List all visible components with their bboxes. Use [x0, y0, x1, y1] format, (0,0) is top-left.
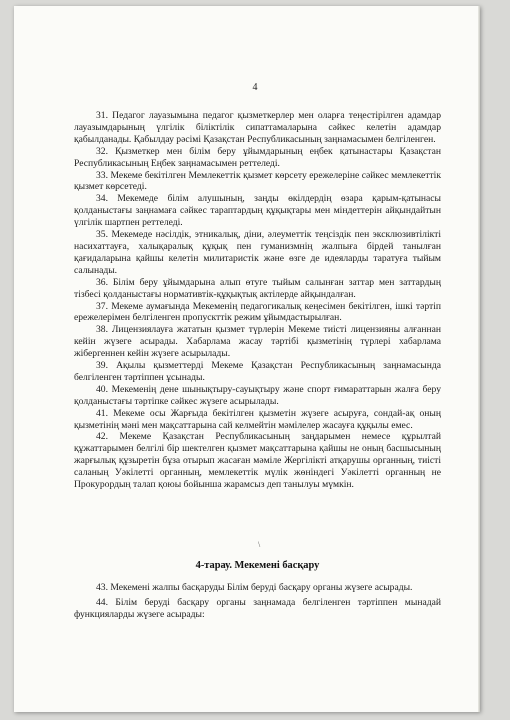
paragraph-41: 41. Мекеме осы Жарғыда бекітілген қызметін жүзеге асыруға, сондай-ақ оның қызметінің мәні мен мақсаттарына сай келмейтін мәмілелер жасауға құқылы емес.: [74, 407, 441, 431]
paragraph-31: 31. Педагог лауазымына педагог қызметкерлер мен оларға теңестірілген адамдар лауазымдарының үлгілік біліктілік сипаттамаларына сәйкес келетін адамдар қабылданады. Қабылдау рәсімі Қазақстан Республикасының заңнамасымен белгіленген.: [74, 110, 441, 145]
paragraph-43: 43. Мекемені жалпы басқаруды Білім беруді басқару органы жүзеге асырады.: [96, 582, 413, 593]
paragraph-33: 33. Мекеме бекітілген Мемлекеттік қызмет көрсету ережелеріне сәйкес мемлекеттік қызмет көрсетеді.: [74, 169, 441, 193]
page-edge-shadow: [478, 6, 480, 712]
paragraph-36: 36. Білім беру ұйымдарына алып өтуге тыйым салынған заттар мен заттардың тізбесі қолданыстағы нормативтік-құқықтық актілерде айқындалған.: [74, 276, 441, 300]
paragraph-34: 34. Мекемеде білім алушының, заңды өкілдердің өзара қарым-қатынасы қолданыстағы заңнамаға сәйкес тараптардың құқықтары мен міндеттерін айқындайтын үлгілік шартпен реттеледі.: [74, 193, 441, 229]
paragraph-40: 40. Мекеменің дене шынықтыру-сауықтыру және спорт ғимараттарын жалға беру қолданыстағы тәртіпке сәйкес жүзеге асырылады.: [74, 383, 441, 407]
paragraph-32: 32. Қызметкер мен білім беру ұйымдарының еңбек қатынастары Қазақстан Республикасының Еңбек заңнамасымен реттеледі.: [74, 145, 441, 169]
page-number: 4: [252, 82, 258, 93]
paragraph-39: 39. Ақылы қызметтерді Мекеме Қазақстан Республикасының заңнамасында белгіленген тәртіппен ұсынады.: [74, 360, 441, 383]
paragraph-44: 44. Білім беруді басқару органы заңнамада белгіленген тәртіппен мынадай функцияларды жүзеге асырады:: [74, 596, 441, 620]
paragraph-38: 38. Лицензиялауға жататын қызмет түрлерін Мекеме тиісті лицензияны алғаннан кейін жүзеге асырады. Хабарлама жасау тәртібі қызметінің түрлері хабарлама жібергеннен кейін жүзеге асырылады.: [74, 324, 441, 360]
paragraph-42: 42. Мекеме Қазақстан Республикасының заңдарымен немесе құрылтай құжаттарымен белгілі бір шектелген қызмет мақсаттарына қайшы не оның басшысының жарғылық құзыретін бұза отырып жасаған мәміле Жергілікті атқарушы органның, тиісті саланың Уәкілетті органның, мемлекеттік мүлік жөніндегі Уәкілетті органның не Прокурордың талап қоюы бойынша жарамсыз деп танылуы мүмкін.: [74, 431, 441, 491]
paragraph-35: 35. Мекемеде нәсілдік, этникалық, діни, әлеуметтік теңсіздік пен эксклюзивтілікті насихаттауға, халықаралық құқық пен гуманизмнің жалпыға бірдей танылған қағидаларына қайшы келетін милитаристік және өзге де идеяларды таратуға тыйым салынады.: [74, 229, 441, 276]
section-body-text: [74, 582, 441, 624]
section-heading: 4-тарау. Мекемені басқару: [195, 560, 320, 571]
stray-mark: \: [258, 540, 261, 549]
body-text: [74, 110, 441, 491]
paragraph-37: 37. Мекеме аумағында Мекеменің педагогикалық кеңесімен бекітілген, ішкі тәртіп ережелерімен белгіленген пропускттік режим ұйымдастырылған.: [74, 300, 441, 324]
